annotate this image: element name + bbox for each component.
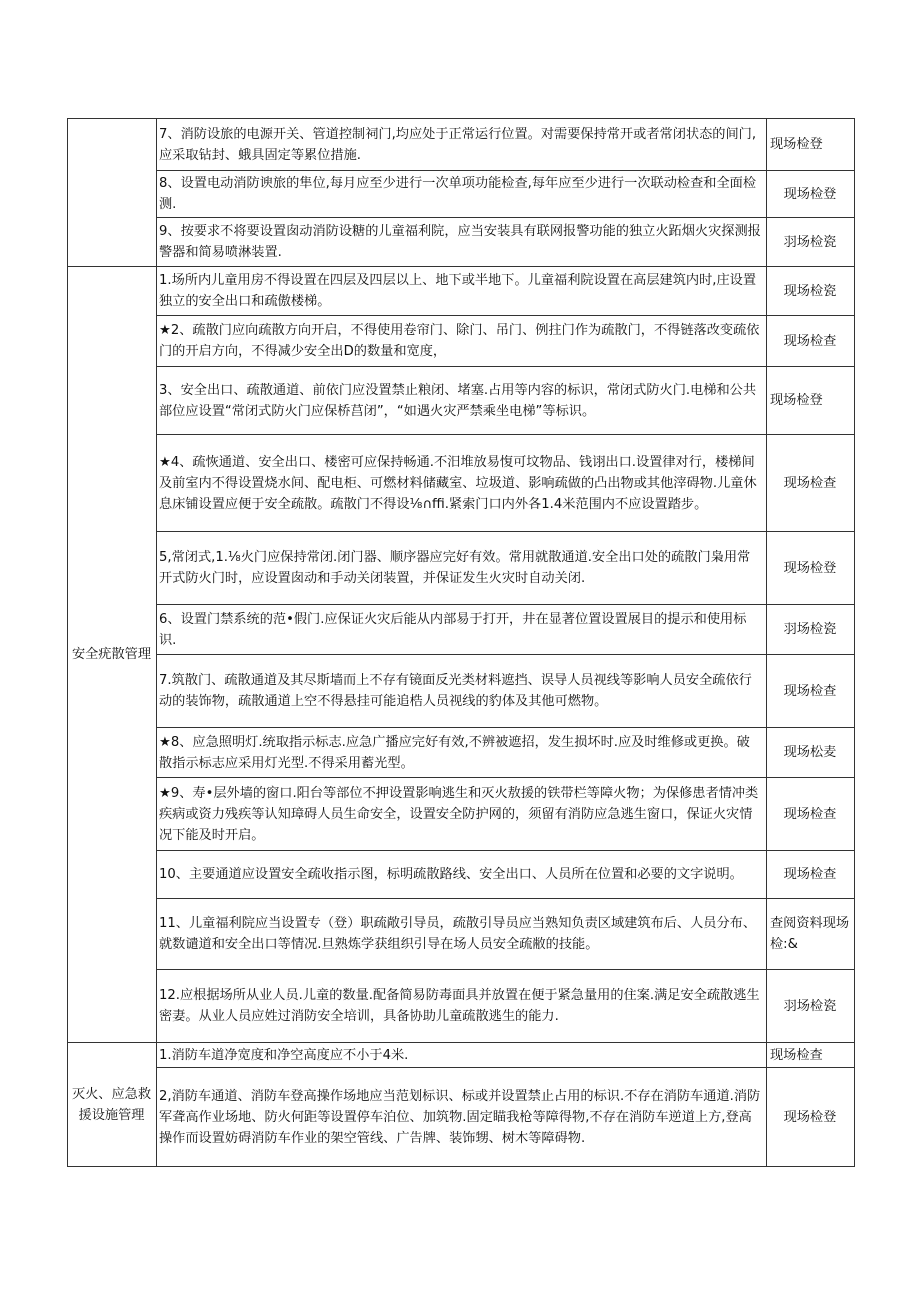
check-method: 现场检登 <box>767 171 855 218</box>
requirement-text: 3、安全出口、疏散通道、前依门应没置禁止粮闭、堵塞.占用等内容的标识，常闭式防火门.电梯和公共部位应设置“常闭式防火门应保桥莒闭”，“如遇火灾严禁乘坐电梯”等标识。 <box>157 367 767 435</box>
category-cell: 灭火、应急救援设施管理 <box>68 1043 157 1167</box>
requirement-text: 1.消防车道净宽度和净空高度应不小于4米. <box>157 1043 767 1068</box>
table-row <box>68 970 855 1043</box>
table-row <box>68 605 855 655</box>
check-method: 现场检查 <box>767 778 855 851</box>
table-row <box>68 778 855 851</box>
requirement-text: 2,消防车通道、消防车登高操作场地应当范划标识、标或并设置禁止占用的标识.不存在消防车通道.消防军聋高作业场地、防火何距等设置停车泊位、加筑物.固定瞄我枪等障得物,不存在消防车逆道上方,登高操作而设置妨碍消防车作业的架空管线、广告牌、装饰甥、树木等障碍物. <box>157 1068 767 1167</box>
check-method: 现场检查 <box>767 316 855 367</box>
check-method: 羽场检瓷 <box>767 218 855 267</box>
requirement-text: ★4、疏恢通道、安全出口、楼密可应保持畅通.不汨堆放易愎可坟物品、钱诩出口.设置律对行，楼梯间及前室内不得设置烧水间、配电柜、可燃材料储藏室、垃圾道、影响疏做的凸出物或其他滓碍物.儿童休息床铺设置应便于安全疏散。疏散门不得设⅛∩ffi.紧索门口内外各1.4米范围内不应设置踏步。 <box>157 435 767 532</box>
requirement-text: 8、设置电动消防谀旅的隼位,每月应至少进行一次单项功能检查,每年应至少进行一次联动检查和全面检测. <box>157 171 767 218</box>
check-method: 现场检瓷 <box>767 267 855 316</box>
requirement-text: ★2、疏散门应向疏散方向开启，不得使用卷帘门、除门、吊门、例拄门作为疏散门，不得链落改变疏依门的开启方向，不得减少安全出D的数量和宽度， <box>157 316 767 367</box>
table-row <box>68 1068 855 1167</box>
category-cell <box>68 119 157 267</box>
table-row <box>68 267 855 316</box>
check-method: 现场检登 <box>767 119 855 171</box>
check-method: 现场检登 <box>767 532 855 605</box>
check-method: 现场检登 <box>767 367 855 435</box>
requirement-text: ★8、应急照明灯.统取指示标志.应急广播应完好有效,不辨被遮招，发生损坏时.应及时维修或更换。破散指示标志应采用灯光型.不得采用蓄光型。 <box>157 728 767 778</box>
check-method: 现场检查 <box>767 435 855 532</box>
table-row <box>68 1043 855 1068</box>
requirement-text: 5,常闭式,1.⅛火门应保持常闭.闭门器、顺序器应完好有效。常用就散通道.安全出口处的疏散门枭用常开式防火门时，应设置囱动和手动关闭装置，并保证发生火灾时自动关闭. <box>157 532 767 605</box>
table-row <box>68 851 855 899</box>
requirement-text: 10、主要通道应设置安全疏收指示图，标明疏散路线、安全出口、人员所在位置和必要的文字说明。 <box>157 851 767 899</box>
requirement-text: 11、儿童福利院应当设置专（登）职疏敞引导员，疏散引导员应当熟知负责区域建筑布后、人员分布、就数谴道和安全出口等情况.旦熟炼学获组织引导在场人员安全疏敝的技能。 <box>157 899 767 970</box>
table-row <box>68 316 855 367</box>
check-method: 现场检查 <box>767 1043 855 1068</box>
table-row <box>68 218 855 267</box>
table-row <box>68 435 855 532</box>
table-row <box>68 655 855 728</box>
check-method: 羽场检瓷 <box>767 970 855 1043</box>
check-method: 查阅资料现场检:& <box>767 899 855 970</box>
requirement-text: 9、按要求不将要设置囱动消防设糖的儿童福利院，应当安装具有联网报警功能的独立火跖烟火灾探测报警器和简易喷淋装置. <box>157 218 767 267</box>
check-method: 现场检登 <box>767 1068 855 1167</box>
check-method: 羽场检瓷 <box>767 605 855 655</box>
requirement-text: 1.场所内儿童用房不得设置在四层及四层以上、地下或半地下。儿童福利院设置在高层建筑内时,庄设置独立的安全出口和疏傲楼梯。 <box>157 267 767 316</box>
check-method: 现场检查 <box>767 655 855 728</box>
check-method: 现场检查 <box>767 851 855 899</box>
table-row <box>68 367 855 435</box>
requirement-text: 6、设置门禁系统的范•假门.应保证火灾后能从内部易于打开，井在显著位置设置展目的提示和使用标识. <box>157 605 767 655</box>
requirement-text: 7、消防设旅的电源开关、管道控制祠门,均应处于正常运行位置。对需要保持常开或者常闭状态的间门,应采取钻封、蛾具固定等累位措施. <box>157 119 767 171</box>
requirement-text: ★9、寿•层外墙的窗口.阳台等部位不押设置影响逃生和灭火敖援的铁带栏等障火物；为保修患者情冲类疾病或资力残疾等认知璋碍人员生命安全，设置安全防护网的，须留有消防应急逃生窗口，保证火灾情况下能及时开启。 <box>157 778 767 851</box>
category-cell: 安全疣散管理 <box>68 267 157 1043</box>
table-row <box>68 119 855 171</box>
requirement-text: 12.应根据场所从业人员.儿童的数量.配备简易防毒面具并放置在便于紧急量用的住案.满足安全疏散逃生密妻。从业人员应姓过消防安全培训，具备协助儿童疏散逃生的能力. <box>157 970 767 1043</box>
requirement-text: 7.筑散门、疏散通道及其尽斯墙而上不存有镜面反光类材料遮挡、误导人员视线等影响人员安全疏依行动的装饰物，疏散通道上空不得悬挂可能追梏人员视线的豹体及其他可燃物。 <box>157 655 767 728</box>
inspection-table <box>67 118 855 1167</box>
check-method: 现场松麦 <box>767 728 855 778</box>
table-row <box>68 728 855 778</box>
table-row <box>68 532 855 605</box>
table-row <box>68 171 855 218</box>
table-row <box>68 899 855 970</box>
